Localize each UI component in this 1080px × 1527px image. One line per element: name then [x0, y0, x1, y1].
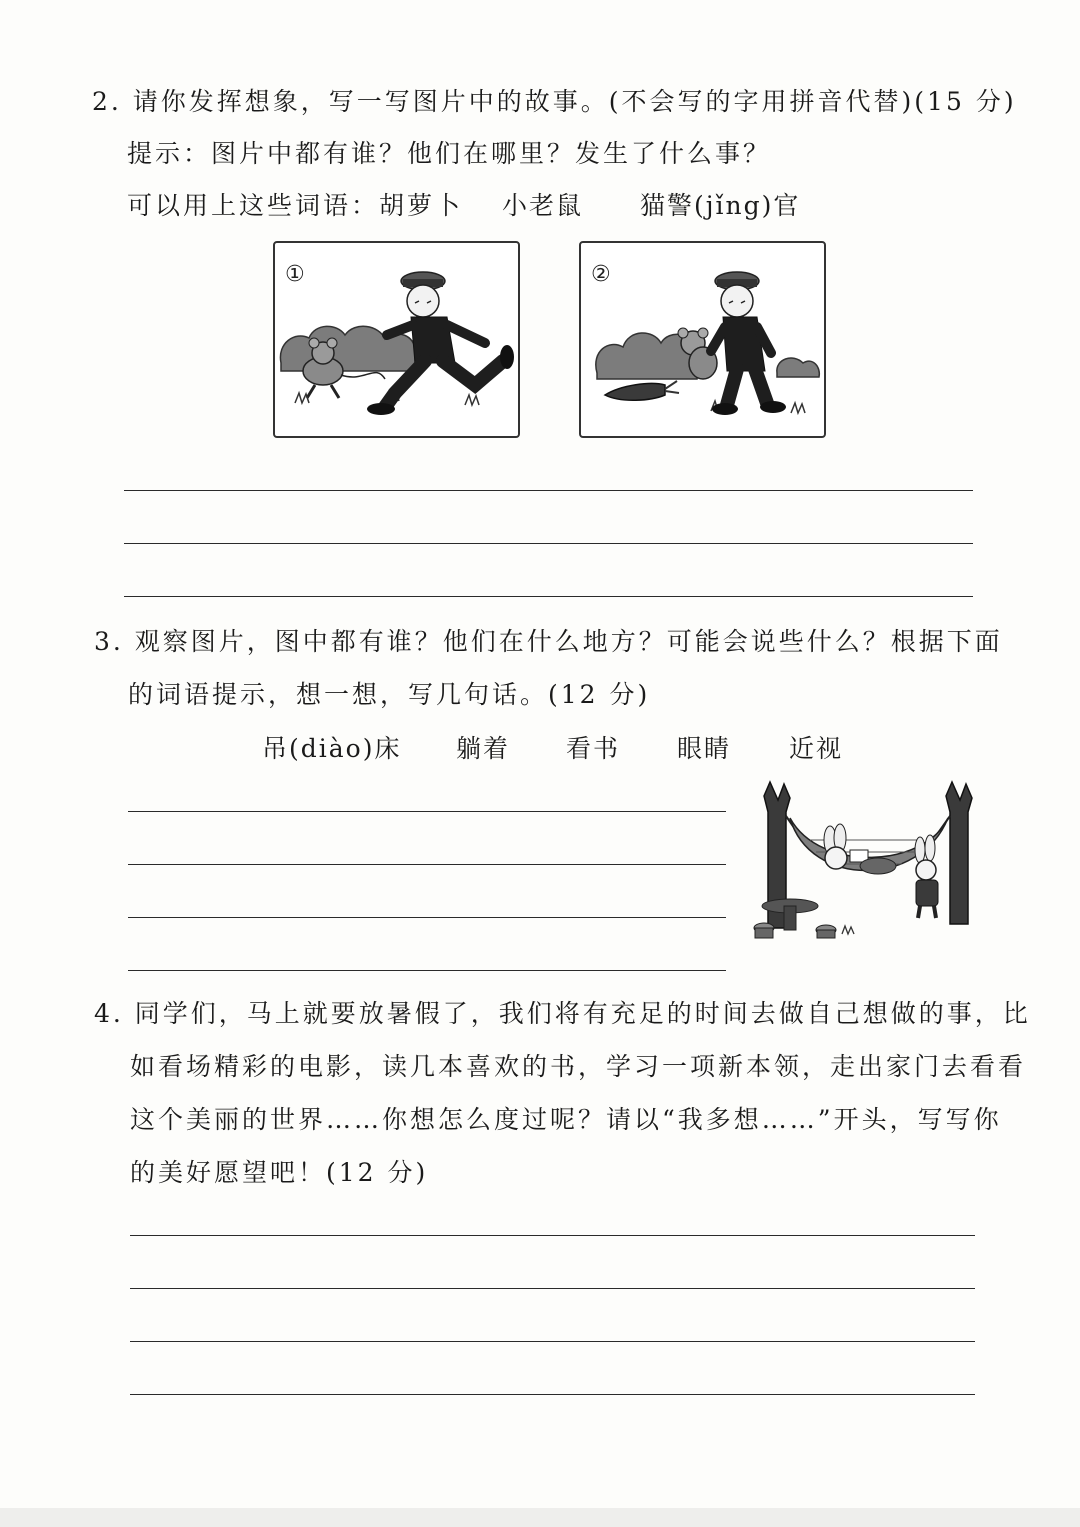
- q3-word-lying: 躺着: [456, 734, 511, 763]
- q2-writing-line-1[interactable]: [124, 490, 973, 491]
- q3-writing-line-2[interactable]: [128, 864, 726, 865]
- q4-prompt-line-1: 4. 同学们，马上就要放暑假了，我们将有充足的时间去做自己想做的事，比: [94, 999, 1031, 1028]
- story-picture-1: [273, 241, 520, 438]
- q2-writing-line-3[interactable]: [124, 596, 973, 597]
- q3-word-hammock: 吊(diào)床: [262, 734, 402, 763]
- q4-writing-line-3[interactable]: [130, 1341, 975, 1342]
- hammock-picture: [750, 778, 982, 948]
- q4-writing-line-2[interactable]: [130, 1288, 975, 1289]
- q2-word-cat-officer: 猫警(jǐng)官: [640, 191, 801, 220]
- q3-word-nearsighted: 近视: [789, 734, 844, 763]
- q3-writing-line-3[interactable]: [128, 917, 726, 918]
- q4-prompt-line-2: 如看场精彩的电影，读几本喜欢的书，学习一项新本领，走出家门去看看: [130, 1052, 1027, 1081]
- q2-prompt: 2. 请你发挥想象，写一写图片中的故事。(不会写的字用拼音代替)(15 分): [92, 87, 1017, 116]
- q3-writing-line-4[interactable]: [128, 970, 726, 971]
- q4-prompt-line-4: 的美好愿望吧！(12 分): [130, 1158, 429, 1187]
- picture-number-1: ①: [285, 262, 305, 287]
- q2-word-mouse: 小老鼠: [502, 191, 584, 220]
- q3-word-reading: 看书: [566, 734, 621, 763]
- q2-words-intro: 可以用上这些词语：胡萝卜: [127, 191, 464, 220]
- q2-hint: 提示：图片中都有谁？他们在哪里？发生了什么事？: [127, 139, 772, 168]
- q3-prompt-line-1: 3. 观察图片，图中都有谁？他们在什么地方？可能会说些什么？根据下面: [94, 627, 1003, 656]
- q4-writing-line-1[interactable]: [130, 1235, 975, 1236]
- q3-prompt-line-2: 的词语提示，想一想，写几句话。(12 分): [128, 680, 651, 709]
- q4-writing-line-4[interactable]: [130, 1394, 975, 1395]
- q3-word-eyes: 眼睛: [677, 734, 732, 763]
- picture-number-2: ②: [591, 262, 611, 287]
- story-picture-2: [579, 241, 826, 438]
- q3-writing-line-1[interactable]: [128, 811, 726, 812]
- q2-writing-line-2[interactable]: [124, 543, 973, 544]
- page-bottom-edge: [0, 1508, 1080, 1527]
- q4-prompt-line-3: 这个美丽的世界……你想怎么度过呢？请以“我多想……”开头，写写你: [130, 1105, 1002, 1134]
